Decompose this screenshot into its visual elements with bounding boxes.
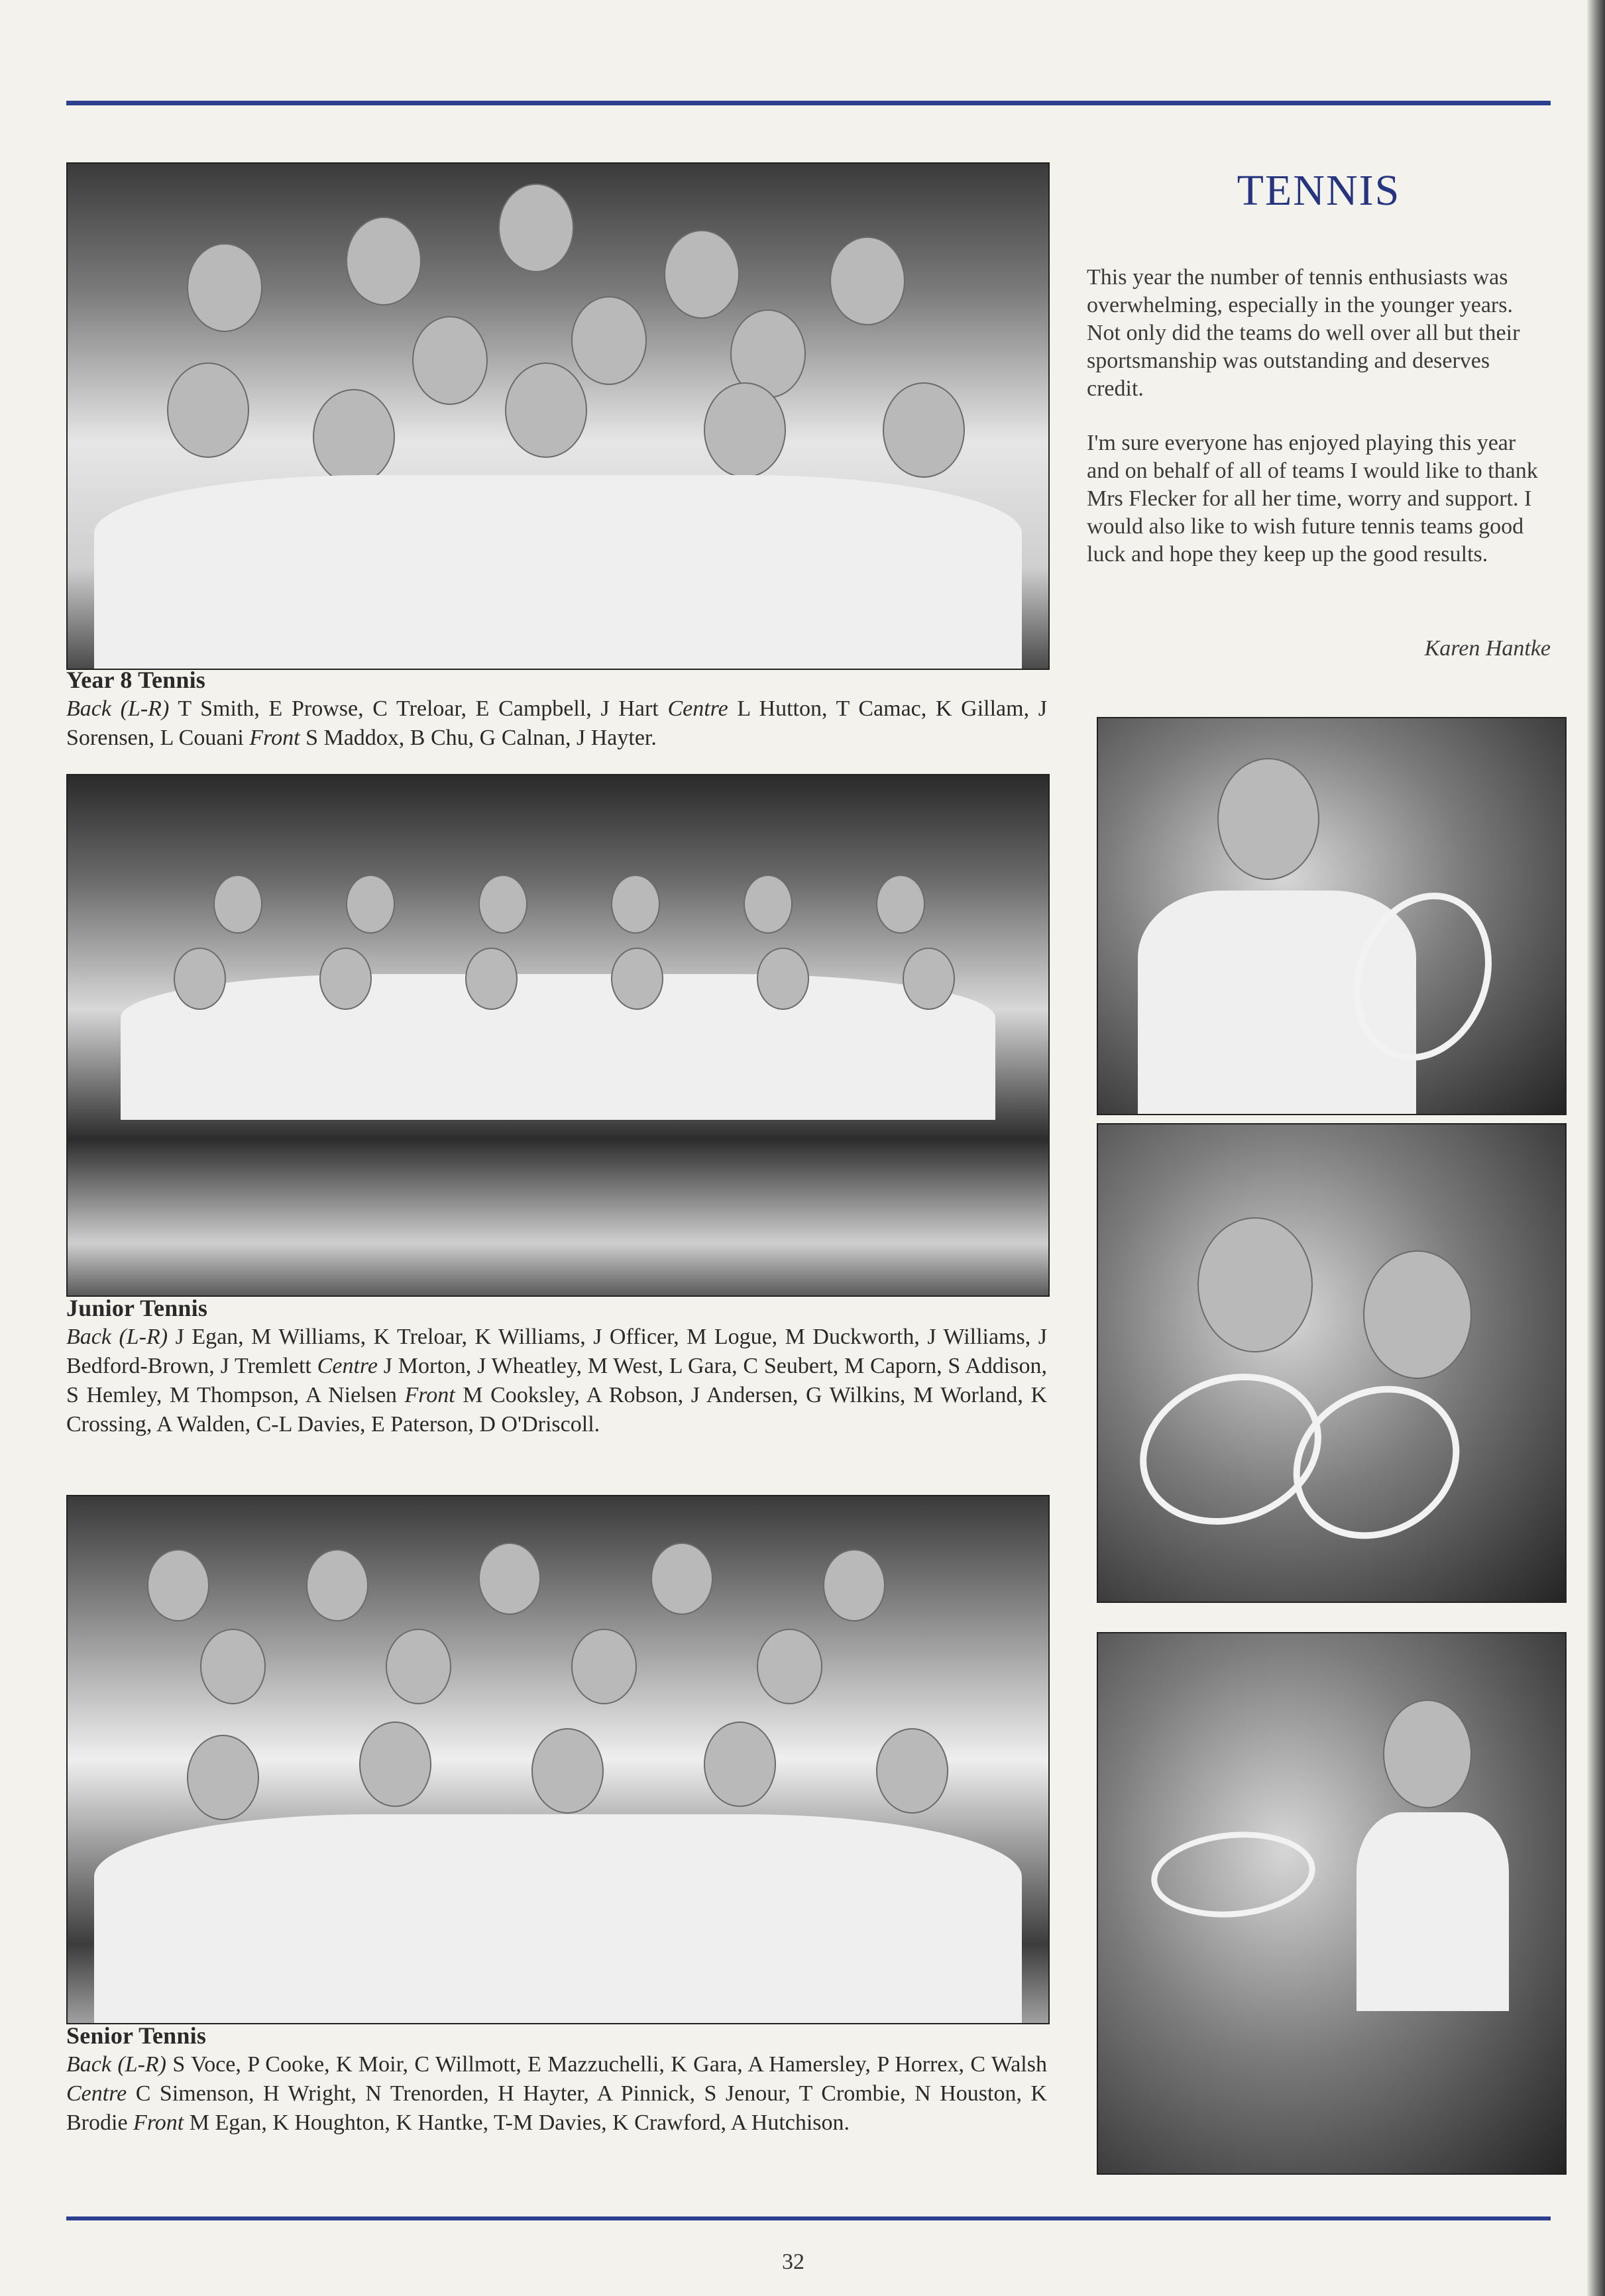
- player-head: [359, 1722, 431, 1807]
- junior-team-photo: [66, 774, 1050, 1297]
- article-paragraph-2: I'm sure everyone has enjoyed playing this year and on behalf of all of teams I would like to thank Mrs Flecker for all her time, worry and support. I would also like to wish future tennis teams good luck and hope they keep up the good results.: [1087, 431, 1538, 567]
- tennis-player-racket-photo: [1097, 717, 1567, 1115]
- player-head: [187, 1735, 259, 1820]
- junior-caption-title: Junior Tennis: [66, 1295, 208, 1321]
- player-head: [664, 230, 740, 319]
- player-head: [876, 875, 925, 934]
- player-head: [757, 948, 809, 1010]
- player-head: [757, 1629, 822, 1704]
- player-head: [412, 316, 488, 405]
- player-head: [386, 1629, 451, 1704]
- player-head: [1217, 758, 1319, 880]
- player-head: [571, 1629, 637, 1704]
- article-signature: Karen Hantke: [1424, 636, 1551, 661]
- player-head: [498, 184, 574, 272]
- player-head: [903, 948, 955, 1010]
- player-head: [147, 1549, 209, 1621]
- page-spine-shadow: [1587, 0, 1605, 2296]
- tennis-racket-icon: [1265, 1356, 1487, 1569]
- player-head: [187, 243, 262, 332]
- player-head: [306, 1549, 368, 1621]
- player-head: [883, 382, 965, 478]
- player-head: [213, 875, 262, 934]
- player-head: [478, 1543, 541, 1615]
- players-shirts: [94, 475, 1022, 669]
- page-title: TENNIS: [1237, 166, 1401, 215]
- player-head: [167, 362, 249, 458]
- player-head: [313, 389, 395, 484]
- senior-caption-names: Back (L-R) S Voce, P Cooke, K Moir, C Willmott, E Mazzuchelli, K Gara, A Hamersley, P Horrex, C Walsh Centre C Simenson, H Wright, N Trenorden, H Hayter, A Pinnick, S Jenour, T Crombie, N Houston, K Brodie Front M Egan, K Houghton, K Hantke, T-M Davies, K Crawford, A Hutchison.: [66, 2052, 1047, 2135]
- player-head: [704, 382, 786, 478]
- player-head: [830, 237, 905, 325]
- player-forehand-photo: [1097, 1632, 1567, 2175]
- top-rule: [66, 101, 1551, 105]
- player-head: [200, 1629, 266, 1704]
- player-head: [876, 1728, 948, 1814]
- player-shirt: [1356, 1812, 1509, 2011]
- player-head: [1197, 1217, 1313, 1352]
- year8-caption-names: Back (L-R) T Smith, E Prowse, C Treloar, E Campbell, J Hart Centre L Hutton, T Camac, K Gillam, J Sorensen, L Couani Front S Maddox, B Chu, G Calnan, J Hayter.: [66, 696, 1047, 750]
- player-head: [571, 296, 647, 385]
- player-head: [531, 1728, 604, 1814]
- bottom-rule: [66, 2216, 1551, 2220]
- players-shirts: [94, 1814, 1022, 2023]
- junior-caption-names: Back (L-R) J Egan, M Williams, K Treloar, K Williams, J Officer, M Logue, M Duckworth, J Williams, J Bedford-Brown, J Tremlett Centre J Morton, J Wheatley, M West, L Gara, C Seubert, M Caporn, S Addison, S Hemley, M Thompson, A Nielsen Front M Cooksley, A Robson, J Andersen, G Wilkins, M Worland, K Crossing, A Walden, C-L Davies, E Paterson, D O'Driscoll.: [66, 1325, 1047, 1437]
- player-head: [478, 875, 527, 934]
- player-head: [319, 948, 372, 1010]
- tennis-racket-icon: [1148, 1825, 1319, 1924]
- player-head: [174, 948, 226, 1010]
- player-head: [704, 1722, 776, 1807]
- player-head: [611, 948, 663, 1010]
- player-head: [744, 875, 793, 934]
- player-head: [1383, 1700, 1472, 1808]
- senior-caption-title: Senior Tennis: [66, 2022, 207, 2049]
- senior-team-photo: [66, 1495, 1050, 2024]
- player-head: [611, 875, 660, 934]
- year8-caption-title: Year 8 Tennis: [66, 667, 206, 693]
- player-head: [505, 362, 587, 458]
- article-paragraph-1: This year the number of tennis enthusiasts was overwhelming, especially in the younger years. Not only did the teams do well over all but their sportsmanship was outstanding and deserves credit.: [1087, 265, 1520, 401]
- player-head: [651, 1543, 713, 1615]
- player-head: [346, 217, 421, 305]
- two-players-rackets-photo: [1097, 1123, 1567, 1603]
- player-head: [1363, 1250, 1472, 1379]
- player-head: [346, 875, 395, 934]
- player-head: [465, 948, 518, 1010]
- player-head: [823, 1549, 885, 1621]
- page-number: 32: [782, 2250, 804, 2274]
- year8-team-photo: [66, 162, 1050, 670]
- players-shirts: [121, 974, 995, 1120]
